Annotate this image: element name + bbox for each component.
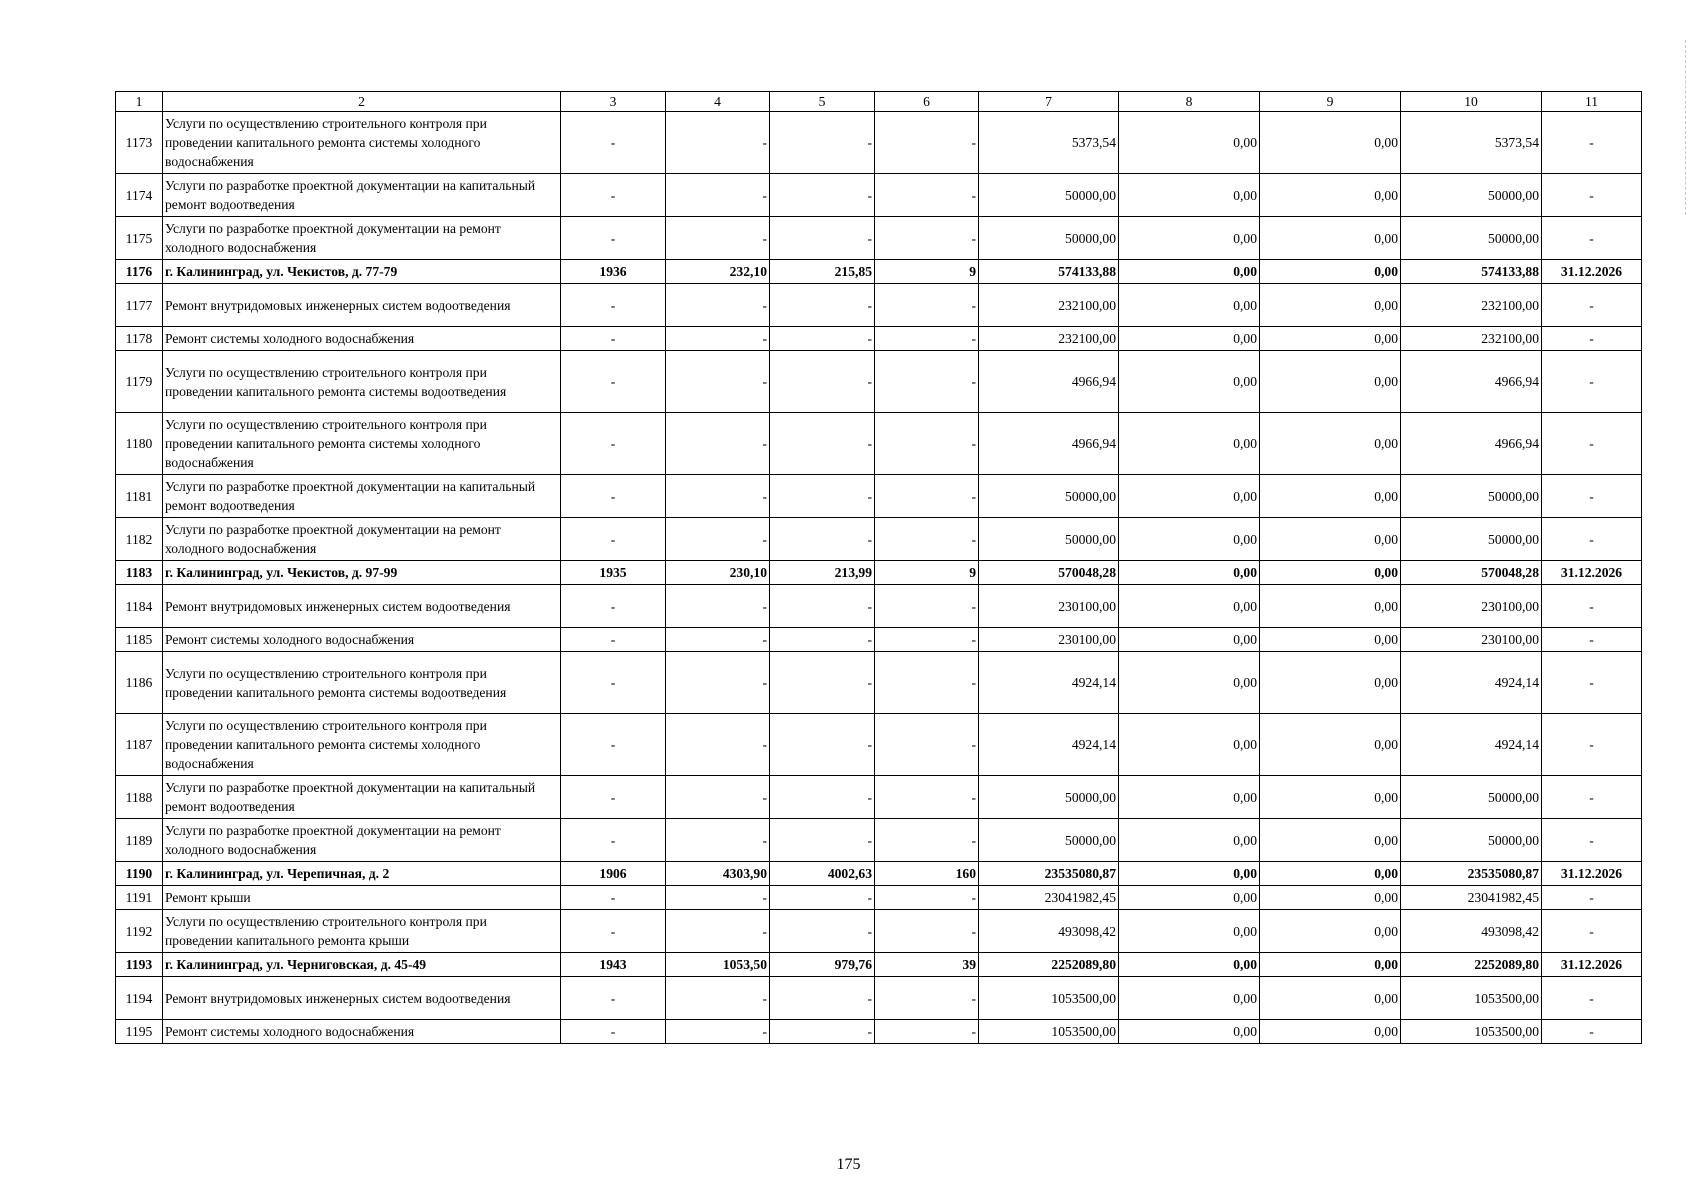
description-cell: г. Калининград, ул. Чекистов, д. 97-99 <box>163 561 561 585</box>
description-cell: Ремонт системы холодного водоснабжения <box>163 1020 561 1044</box>
column-number-header-row <box>116 92 1642 112</box>
residents-cell: - <box>875 819 979 862</box>
residents-cell: - <box>875 628 979 652</box>
owners-share-cell: 4924,14 <box>1401 652 1542 714</box>
living-area-cell: - <box>770 284 875 327</box>
budget-share-cell: 0,00 <box>1260 953 1401 977</box>
residents-cell: - <box>875 112 979 174</box>
fund-share-cell: 0,00 <box>1119 977 1260 1020</box>
year-cell: 1936 <box>561 260 666 284</box>
row-number-cell: 1182 <box>116 518 163 561</box>
year-cell: - <box>561 652 666 714</box>
description-cell: Услуги по разработке проектной документации на капитальный ремонт водоотведения <box>163 776 561 819</box>
owners-share-cell: 574133,88 <box>1401 260 1542 284</box>
living-area-cell: - <box>770 886 875 910</box>
total-cost-cell: 50000,00 <box>979 819 1119 862</box>
year-cell: - <box>561 413 666 475</box>
budget-share-cell: 0,00 <box>1260 977 1401 1020</box>
budget-share-cell: 0,00 <box>1260 652 1401 714</box>
row-number-cell: 1193 <box>116 953 163 977</box>
row-number-cell: 1178 <box>116 327 163 351</box>
year-cell: - <box>561 1020 666 1044</box>
total-area-cell: - <box>666 518 770 561</box>
work-item-row <box>116 628 1642 652</box>
living-area-cell: 4002,63 <box>770 862 875 886</box>
living-area-cell: - <box>770 776 875 819</box>
living-area-cell: 213,99 <box>770 561 875 585</box>
deadline-cell: - <box>1542 413 1642 475</box>
year-cell: - <box>561 327 666 351</box>
description-cell: г. Калининград, ул. Чекистов, д. 77-79 <box>163 260 561 284</box>
deadline-cell: - <box>1542 518 1642 561</box>
year-cell: - <box>561 910 666 953</box>
description-cell: Ремонт внутридомовых инженерных систем водоотведения <box>163 585 561 628</box>
budget-share-cell: 0,00 <box>1260 714 1401 776</box>
budget-share-cell: 0,00 <box>1260 776 1401 819</box>
deadline-cell: - <box>1542 284 1642 327</box>
description-cell: Услуги по разработке проектной документации на капитальный ремонт водоотведения <box>163 174 561 217</box>
year-cell: - <box>561 977 666 1020</box>
residents-cell: - <box>875 413 979 475</box>
header-cell-5: 5 <box>770 92 875 112</box>
total-area-cell: - <box>666 910 770 953</box>
deadline-cell: 31.12.2026 <box>1542 862 1642 886</box>
residents-cell: - <box>875 327 979 351</box>
row-number-cell: 1189 <box>116 819 163 862</box>
total-area-cell: - <box>666 351 770 413</box>
budget-share-cell: 0,00 <box>1260 585 1401 628</box>
total-cost-cell: 50000,00 <box>979 217 1119 260</box>
description-cell: Ремонт крыши <box>163 886 561 910</box>
description-cell: Ремонт системы холодного водоснабжения <box>163 628 561 652</box>
row-number-cell: 1185 <box>116 628 163 652</box>
row-number-cell: 1176 <box>116 260 163 284</box>
row-number-cell: 1192 <box>116 910 163 953</box>
owners-share-cell: 50000,00 <box>1401 475 1542 518</box>
fund-share-cell: 0,00 <box>1119 714 1260 776</box>
budget-share-cell: 0,00 <box>1260 561 1401 585</box>
fund-share-cell: 0,00 <box>1119 284 1260 327</box>
budget-share-cell: 0,00 <box>1260 1020 1401 1044</box>
budget-share-cell: 0,00 <box>1260 217 1401 260</box>
residents-cell: 9 <box>875 561 979 585</box>
row-number-cell: 1188 <box>116 776 163 819</box>
work-item-row <box>116 327 1642 351</box>
year-cell: - <box>561 518 666 561</box>
residents-cell: - <box>875 284 979 327</box>
fund-share-cell: 0,00 <box>1119 475 1260 518</box>
description-cell: Услуги по разработке проектной документации на ремонт холодного водоснабжения <box>163 819 561 862</box>
row-number-cell: 1179 <box>116 351 163 413</box>
budget-share-cell: 0,00 <box>1260 518 1401 561</box>
year-cell: - <box>561 112 666 174</box>
row-number-cell: 1190 <box>116 862 163 886</box>
deadline-cell: - <box>1542 714 1642 776</box>
description-cell: Услуги по осуществлению строительного контроля при проведении капитального ремонта крыши <box>163 910 561 953</box>
work-item-row <box>116 475 1642 518</box>
budget-share-cell: 0,00 <box>1260 112 1401 174</box>
work-item-row <box>116 977 1642 1020</box>
total-cost-cell: 50000,00 <box>979 174 1119 217</box>
residents-cell: 160 <box>875 862 979 886</box>
total-cost-cell: 50000,00 <box>979 475 1119 518</box>
total-area-cell: - <box>666 776 770 819</box>
fund-share-cell: 0,00 <box>1119 585 1260 628</box>
budget-share-cell: 0,00 <box>1260 260 1401 284</box>
deadline-cell: - <box>1542 475 1642 518</box>
residents-cell: - <box>875 217 979 260</box>
address-row <box>116 953 1642 977</box>
owners-share-cell: 1053500,00 <box>1401 1020 1542 1044</box>
total-area-cell: - <box>666 628 770 652</box>
total-area-cell: 230,10 <box>666 561 770 585</box>
header-cell-10: 10 <box>1401 92 1542 112</box>
year-cell: - <box>561 776 666 819</box>
total-area-cell: - <box>666 652 770 714</box>
row-number-cell: 1191 <box>116 886 163 910</box>
total-cost-cell: 493098,42 <box>979 910 1119 953</box>
total-cost-cell: 230100,00 <box>979 628 1119 652</box>
owners-share-cell: 4966,94 <box>1401 351 1542 413</box>
total-area-cell: - <box>666 819 770 862</box>
work-item-row <box>116 413 1642 475</box>
fund-share-cell: 0,00 <box>1119 953 1260 977</box>
deadline-cell: - <box>1542 217 1642 260</box>
deadline-cell: - <box>1542 819 1642 862</box>
deadline-cell: - <box>1542 585 1642 628</box>
work-item-row <box>116 910 1642 953</box>
owners-share-cell: 230100,00 <box>1401 628 1542 652</box>
total-cost-cell: 1053500,00 <box>979 977 1119 1020</box>
year-cell: 1935 <box>561 561 666 585</box>
living-area-cell: - <box>770 518 875 561</box>
owners-share-cell: 232100,00 <box>1401 327 1542 351</box>
total-area-cell: 232,10 <box>666 260 770 284</box>
row-number-cell: 1183 <box>116 561 163 585</box>
header-cell-9: 9 <box>1260 92 1401 112</box>
residents-cell: - <box>875 351 979 413</box>
residents-cell: - <box>875 910 979 953</box>
total-area-cell: - <box>666 217 770 260</box>
header-cell-1: 1 <box>116 92 163 112</box>
year-cell: - <box>561 628 666 652</box>
row-number-cell: 1177 <box>116 284 163 327</box>
owners-share-cell: 230100,00 <box>1401 585 1542 628</box>
deadline-cell: - <box>1542 977 1642 1020</box>
work-item-row <box>116 284 1642 327</box>
total-area-cell: 1053,50 <box>666 953 770 977</box>
budget-share-cell: 0,00 <box>1260 284 1401 327</box>
deadline-cell: - <box>1542 886 1642 910</box>
description-cell: Услуги по разработке проектной документации на капитальный ремонт водоотведения <box>163 475 561 518</box>
budget-share-cell: 0,00 <box>1260 475 1401 518</box>
living-area-cell: - <box>770 585 875 628</box>
residents-cell: - <box>875 174 979 217</box>
residents-cell: - <box>875 652 979 714</box>
total-area-cell: - <box>666 977 770 1020</box>
row-number-cell: 1187 <box>116 714 163 776</box>
living-area-cell: - <box>770 714 875 776</box>
year-cell: - <box>561 475 666 518</box>
total-cost-cell: 570048,28 <box>979 561 1119 585</box>
year-cell: - <box>561 714 666 776</box>
total-cost-cell: 4924,14 <box>979 714 1119 776</box>
row-number-cell: 1194 <box>116 977 163 1020</box>
deadline-cell: - <box>1542 112 1642 174</box>
owners-share-cell: 4924,14 <box>1401 714 1542 776</box>
work-item-row <box>116 886 1642 910</box>
deadline-cell: 31.12.2026 <box>1542 561 1642 585</box>
description-cell: г. Калининград, ул. Черепичная, д. 2 <box>163 862 561 886</box>
residents-cell: 9 <box>875 260 979 284</box>
total-cost-cell: 1053500,00 <box>979 1020 1119 1044</box>
description-cell: Услуги по осуществлению строительного контроля при проведении капитального ремонта системы холодного водоснабжения <box>163 714 561 776</box>
total-area-cell: 4303,90 <box>666 862 770 886</box>
year-cell: - <box>561 351 666 413</box>
residents-cell: - <box>875 776 979 819</box>
work-item-row <box>116 351 1642 413</box>
owners-share-cell: 232100,00 <box>1401 284 1542 327</box>
owners-share-cell: 4966,94 <box>1401 413 1542 475</box>
deadline-cell: 31.12.2026 <box>1542 260 1642 284</box>
budget-share-cell: 0,00 <box>1260 886 1401 910</box>
living-area-cell: - <box>770 910 875 953</box>
row-number-cell: 1181 <box>116 475 163 518</box>
deadline-cell: - <box>1542 776 1642 819</box>
row-number-cell: 1184 <box>116 585 163 628</box>
total-cost-cell: 4966,94 <box>979 351 1119 413</box>
header-cell-4: 4 <box>666 92 770 112</box>
row-number-cell: 1195 <box>116 1020 163 1044</box>
owners-share-cell: 50000,00 <box>1401 174 1542 217</box>
budget-share-cell: 0,00 <box>1260 910 1401 953</box>
living-area-cell: - <box>770 413 875 475</box>
address-row <box>116 862 1642 886</box>
description-cell: Услуги по осуществлению строительного контроля при проведении капитального ремонта системы холодного водоснабжения <box>163 413 561 475</box>
owners-share-cell: 570048,28 <box>1401 561 1542 585</box>
residents-cell: - <box>875 714 979 776</box>
total-area-cell: - <box>666 714 770 776</box>
capital-repair-table <box>115 91 1642 1044</box>
owners-share-cell: 5373,54 <box>1401 112 1542 174</box>
row-number-cell: 1173 <box>116 112 163 174</box>
description-cell: Ремонт внутридомовых инженерных систем водоотведения <box>163 284 561 327</box>
living-area-cell: - <box>770 327 875 351</box>
owners-share-cell: 50000,00 <box>1401 819 1542 862</box>
page-number: 175 <box>836 1156 861 1173</box>
living-area-cell: - <box>770 628 875 652</box>
description-cell: Ремонт системы холодного водоснабжения <box>163 327 561 351</box>
owners-share-cell: 23535080,87 <box>1401 862 1542 886</box>
fund-share-cell: 0,00 <box>1119 886 1260 910</box>
living-area-cell: - <box>770 174 875 217</box>
work-item-row <box>116 585 1642 628</box>
work-item-row <box>116 652 1642 714</box>
total-cost-cell: 50000,00 <box>979 518 1119 561</box>
total-cost-cell: 5373,54 <box>979 112 1119 174</box>
row-number-cell: 1174 <box>116 174 163 217</box>
year-cell: - <box>561 819 666 862</box>
residents-cell: - <box>875 518 979 561</box>
description-cell: Услуги по осуществлению строительного контроля при проведении капитального ремонта системы холодного водоснабжения <box>163 112 561 174</box>
header-cell-8: 8 <box>1119 92 1260 112</box>
owners-share-cell: 50000,00 <box>1401 518 1542 561</box>
budget-share-cell: 0,00 <box>1260 862 1401 886</box>
residents-cell: 39 <box>875 953 979 977</box>
living-area-cell: - <box>770 475 875 518</box>
work-item-row <box>116 819 1642 862</box>
row-number-cell: 1186 <box>116 652 163 714</box>
header-cell-2: 2 <box>163 92 561 112</box>
total-area-cell: - <box>666 112 770 174</box>
fund-share-cell: 0,00 <box>1119 862 1260 886</box>
fund-share-cell: 0,00 <box>1119 260 1260 284</box>
deadline-cell: - <box>1542 910 1642 953</box>
description-cell: Услуги по разработке проектной документации на ремонт холодного водоснабжения <box>163 518 561 561</box>
total-area-cell: - <box>666 1020 770 1044</box>
deadline-cell: - <box>1542 1020 1642 1044</box>
total-area-cell: - <box>666 174 770 217</box>
row-number-cell: 1175 <box>116 217 163 260</box>
total-area-cell: - <box>666 284 770 327</box>
deadline-cell: - <box>1542 652 1642 714</box>
fund-share-cell: 0,00 <box>1119 628 1260 652</box>
description-cell: Услуги по осуществлению строительного контроля при проведении капитального ремонта системы водоотведения <box>163 652 561 714</box>
address-row <box>116 260 1642 284</box>
year-cell: - <box>561 585 666 628</box>
year-cell: - <box>561 174 666 217</box>
total-cost-cell: 50000,00 <box>979 776 1119 819</box>
residents-cell: - <box>875 475 979 518</box>
fund-share-cell: 0,00 <box>1119 776 1260 819</box>
header-cell-11: 11 <box>1542 92 1642 112</box>
description-cell: Ремонт внутридомовых инженерных систем водоотведения <box>163 977 561 1020</box>
total-area-cell: - <box>666 413 770 475</box>
total-cost-cell: 2252089,80 <box>979 953 1119 977</box>
living-area-cell: 215,85 <box>770 260 875 284</box>
fund-share-cell: 0,00 <box>1119 910 1260 953</box>
fund-share-cell: 0,00 <box>1119 561 1260 585</box>
header-cell-3: 3 <box>561 92 666 112</box>
total-cost-cell: 4924,14 <box>979 652 1119 714</box>
total-area-cell: - <box>666 886 770 910</box>
work-item-row <box>116 714 1642 776</box>
residents-cell: - <box>875 886 979 910</box>
living-area-cell: - <box>770 819 875 862</box>
total-cost-cell: 574133,88 <box>979 260 1119 284</box>
total-cost-cell: 230100,00 <box>979 585 1119 628</box>
fund-share-cell: 0,00 <box>1119 112 1260 174</box>
budget-share-cell: 0,00 <box>1260 628 1401 652</box>
header-cell-7: 7 <box>979 92 1119 112</box>
scan-edge-mark <box>1685 40 1687 215</box>
fund-share-cell: 0,00 <box>1119 217 1260 260</box>
fund-share-cell: 0,00 <box>1119 351 1260 413</box>
living-area-cell: - <box>770 112 875 174</box>
fund-share-cell: 0,00 <box>1119 327 1260 351</box>
header-cell-6: 6 <box>875 92 979 112</box>
residents-cell: - <box>875 585 979 628</box>
living-area-cell: - <box>770 351 875 413</box>
budget-share-cell: 0,00 <box>1260 174 1401 217</box>
living-area-cell: - <box>770 217 875 260</box>
fund-share-cell: 0,00 <box>1119 174 1260 217</box>
residents-cell: - <box>875 1020 979 1044</box>
deadline-cell: - <box>1542 351 1642 413</box>
address-row <box>116 561 1642 585</box>
work-item-row <box>116 776 1642 819</box>
fund-share-cell: 0,00 <box>1119 652 1260 714</box>
deadline-cell: - <box>1542 628 1642 652</box>
living-area-cell: - <box>770 1020 875 1044</box>
total-cost-cell: 23041982,45 <box>979 886 1119 910</box>
total-cost-cell: 232100,00 <box>979 284 1119 327</box>
year-cell: - <box>561 886 666 910</box>
work-item-row <box>116 1020 1642 1044</box>
description-cell: г. Калининград, ул. Черниговская, д. 45-49 <box>163 953 561 977</box>
total-cost-cell: 4966,94 <box>979 413 1119 475</box>
year-cell: - <box>561 284 666 327</box>
living-area-cell: 979,76 <box>770 953 875 977</box>
deadline-cell: - <box>1542 327 1642 351</box>
total-cost-cell: 23535080,87 <box>979 862 1119 886</box>
owners-share-cell: 493098,42 <box>1401 910 1542 953</box>
work-item-row <box>116 174 1642 217</box>
owners-share-cell: 50000,00 <box>1401 217 1542 260</box>
total-area-cell: - <box>666 585 770 628</box>
owners-share-cell: 50000,00 <box>1401 776 1542 819</box>
owners-share-cell: 23041982,45 <box>1401 886 1542 910</box>
owners-share-cell: 2252089,80 <box>1401 953 1542 977</box>
total-area-cell: - <box>666 475 770 518</box>
living-area-cell: - <box>770 977 875 1020</box>
budget-share-cell: 0,00 <box>1260 327 1401 351</box>
year-cell: 1943 <box>561 953 666 977</box>
fund-share-cell: 0,00 <box>1119 518 1260 561</box>
work-item-row <box>116 518 1642 561</box>
living-area-cell: - <box>770 652 875 714</box>
year-cell: 1906 <box>561 862 666 886</box>
fund-share-cell: 0,00 <box>1119 1020 1260 1044</box>
owners-share-cell: 1053500,00 <box>1401 977 1542 1020</box>
budget-share-cell: 0,00 <box>1260 413 1401 475</box>
residents-cell: - <box>875 977 979 1020</box>
year-cell: - <box>561 217 666 260</box>
budget-share-cell: 0,00 <box>1260 351 1401 413</box>
fund-share-cell: 0,00 <box>1119 413 1260 475</box>
work-item-row <box>116 112 1642 174</box>
description-cell: Услуги по осуществлению строительного контроля при проведении капитального ремонта системы водоотведения <box>163 351 561 413</box>
total-cost-cell: 232100,00 <box>979 327 1119 351</box>
fund-share-cell: 0,00 <box>1119 819 1260 862</box>
deadline-cell: - <box>1542 174 1642 217</box>
budget-share-cell: 0,00 <box>1260 819 1401 862</box>
work-item-row <box>116 217 1642 260</box>
row-number-cell: 1180 <box>116 413 163 475</box>
deadline-cell: 31.12.2026 <box>1542 953 1642 977</box>
total-area-cell: - <box>666 327 770 351</box>
description-cell: Услуги по разработке проектной документации на ремонт холодного водоснабжения <box>163 217 561 260</box>
